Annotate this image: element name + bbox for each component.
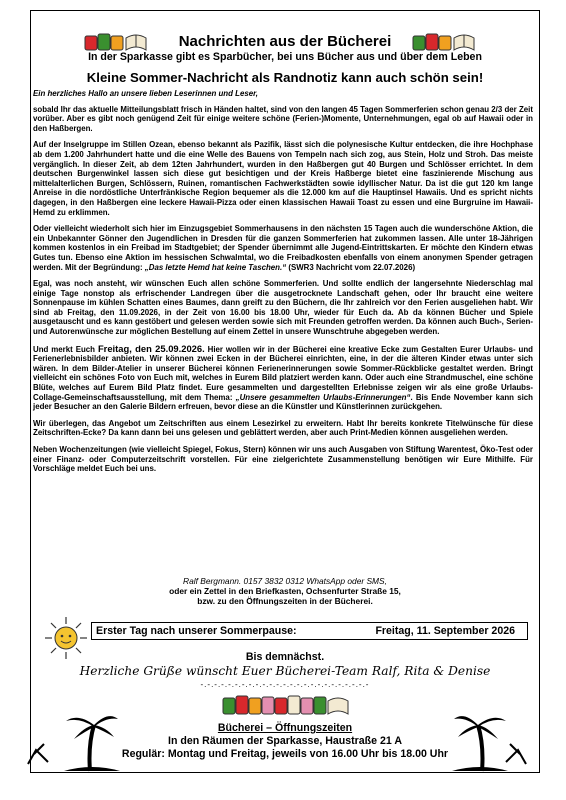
paragraph-3-text: Oder vielleicht wiederholt sich hier im Einzugsgebiet Sommerhausens in den nächsten 15 Tagen auch die wunderschöne Aktion, die ein Unbekannter Gönner den Jugendlichen in Dresden für die ganzen Sommerferien hat zukommen lassen. Alle unter 18-Jährigen kommen kostenlos in ein Freibad im Stadtgebiet; der Spender übernimmt alle Jugend-Eintrittskarten. Er möchte den Kindern etwas Gutes tun. Ebenso eine Aktion im hessischen Schwalmtal, wo die Freibadkosten ebenfalls von einem anonymen Spender getragen werden. Mit der Begründung: <box>33 224 533 272</box>
dotted-divider: -.-.-.-.-.-.-.-.-.-.-.-.-.-.-.-.-.-.-.-.-.-.-.-.- <box>200 680 370 689</box>
books-icon <box>222 692 352 716</box>
event-date: Freitag, den 25.09.2026. <box>97 342 205 354</box>
deck-chair-icon <box>24 740 54 771</box>
paragraph-5-text-c: . Bis Ende November kann sich jeder Besucher an den Galerie Bildern erfreuen, bevor diese an die Künstler und Künstlerinnen zurückgehen. <box>33 392 533 412</box>
contact-phone: Ralf Bergmann. 0157 3832 0312 WhatsApp oder SMS, <box>183 576 387 586</box>
paragraph-5-text-b: Hier wollen wir in der Bücherei eine kreative Ecke zum Gestalten Eurer Urlaubs- und Ferienerlebnisbilder anbieten. Wir können zwei Ecken in der Bücherei einrichten, eine, in der die älteren Kinder etwas unter sich wären. In dem Bilder-Atelier in unserer Bücherei können Ferienerinnerungen sowie Sommer-Rückblicke gestaltet werden. Bringt vielleicht ein schönes Foto von Euch mit, welches in Eurem Bild platziert werden kann. Oder auch eine Strandmuschel, eine schöne Blüte, welches auf Eurem Bild Platz findet. Eure gesammelten und dargestellten Erlebnisse zeigen wir als eine große Urlaubs-Collage-Gemeinschaftsausstellung, mit dem Thema: <box>33 344 534 402</box>
palm-tree-icon <box>64 705 120 778</box>
article-body <box>33 89 533 481</box>
paragraph-4: Egal, was noch ansteht, wir wünschen Euch allen schöne Sommerferien. Und sollte endlich der langersehnte Niederschlag mal einige Tage nonstop als erfrischender Landregen über die ausgetrocknete Landschaft gehen, oder Ihr braucht eine weitere Sonnenpause im kühlen Schatten eines Baumes, dann greift zu den Büchern, die Ihr zahlreich vor den Ferien ausgeliehen habt. Wir sind ab Freitag, den 11.09.2026, in der Zeit von 16.00 bis 18.00 Uhr, wieder für Euch da. Ab da können Bücher und Spiele ausgetauscht und es kann gestöbert und gelesen werden sowie sich mit Freunden getroffen werden. Da können auch Buch-, Serien- und Autorenwünsche zur möglichen Bestellung auf einem Zettel in unsere Wunschtruhe abgegeben werden. <box>33 279 533 337</box>
paragraph-5-text: Und merkt Euch <box>33 344 98 354</box>
contact-hours-note: bzw. zu den Öffnungszeiten in der Bücherei. <box>197 596 373 607</box>
page-title: Nachrichten aus der Bücherei <box>178 33 392 50</box>
contact-mailbox: oder ein Zettel in den Briefkasten, Ochsenfurter Straße 15, <box>169 586 401 597</box>
first-day-date: Freitag, 11. September 2026 <box>375 625 515 637</box>
opening-hours-times: Regulär: Montag und Freitag, jeweils von 16.00 Uhr bis 18.00 Uhr <box>121 748 449 760</box>
page-subtitle: In der Sparkasse gibt es Sparbücher, bei uns Bücher aus und über dem Leben <box>88 51 482 63</box>
headline: Kleine Sommer-Nachricht als Randnotiz kann auch schön sein! <box>86 70 484 85</box>
paragraph-5 <box>33 344 533 412</box>
paragraph-3 <box>33 224 533 272</box>
first-day-box <box>91 622 528 640</box>
quote: „Das letzte Hemd hat keine Taschen.“ <box>144 262 287 272</box>
paragraph-6: Wir überlegen, das Angebot um Zeitschriften aus einem Lesezirkel zu erweitern. Habt Ihr bereits konkrete Titelwünsche für diese Zeitschriften-Ecke? Da kann dann bei uns gelesen und geblättert werden, aber auch Print-Medien können ausgeliehen werden. <box>33 418 533 438</box>
opening-hours-title: Bücherei – Öffnungszeiten <box>217 722 353 734</box>
greeting: Ein herzliches Hallo an unsere lieben Leserinnen und Leser, <box>33 89 258 98</box>
paragraph-7: Neben Wochenzeitungen (wie vielleicht Spiegel, Fokus, Stern) können wir uns auch Ausgaben von Stiftung Warentest, Öko-Test oder einer Finanz- oder Computerzeitschrift vorstellen. Für eine zielgerichtete Zusammenstellung benötigen wir Eure Mithilfe. Für Vorschläge meldet Euch bei uns. <box>33 445 533 474</box>
deck-chair-icon <box>500 740 530 771</box>
closing-soon: Bis demnächst. <box>245 651 325 663</box>
contact-info <box>30 576 540 607</box>
closing-regards: Herzliche Grüße wünscht Euer Bücherei-Team Ralf, Rita & Denise <box>79 664 491 678</box>
paragraph-1: sobald Ihr das aktuelle Mitteilungsblatt frisch in Händen haltet, sind von den langen 45 Tagen Sommerferien schon genau 2/3 der Zeit vorüber. Aber es gibt noch genügend Zeit für einige weitere schöne (Ferien-)Momente, Unternehmungen, egal ob auf Hawaii oder in den Haßbergen. <box>33 104 533 133</box>
paragraph-2: Auf der Inselgruppe im Stillen Ozean, ebenso bekannt als Pazifik, lässt sich die polynesische Kultur entdecken, die ihre Hochphase ab dem 1.200 Jahrhundert hatte und die eine Welle des Bauens von Tempeln nach sich zog, aus Stein, Holz und Stroh. Das meiste vergänglich. In dieser Zeit, ab dem 12ten Jahrhundert, wurden in den Haßbergen gut 40 Burgen und Schlösser errichtet. In dem deutschen Burgenwinkel lassen sich diese gut besichtigen und der Kreis Haßberge bietet eine faszinierende Mischung aus mittelalterlichen Burgen, Schlössern, Ruinen, romantischen Fachwerkstädten sowie idyllischer Natur. Da ist die gut 120 km lange Anreise in die nordöstliche Unterfränkische Region bequemer als die 12.000 km auf die Hauptinsel Hawaiis. Und es spricht nichts dagegen, in den Haßbergen eine leckere Hawaii-Pizza oder einen klassischen Hawaii Toast zu essen und eine Burgruine im Hawaii-Hemd zu erklimmen. <box>33 140 533 217</box>
quote-source: (SWR3 Nachricht vom 22.07.2026) <box>286 262 416 272</box>
first-day-label: Erster Tag nach unserer Sommerpause: <box>96 625 297 637</box>
opening-hours-address: In den Räumen der Sparkasse, Haustraße 21 A <box>168 735 402 747</box>
exhibition-theme: „Unsere gesammelten Urlaubs-Erinnerungen“ <box>235 392 411 402</box>
